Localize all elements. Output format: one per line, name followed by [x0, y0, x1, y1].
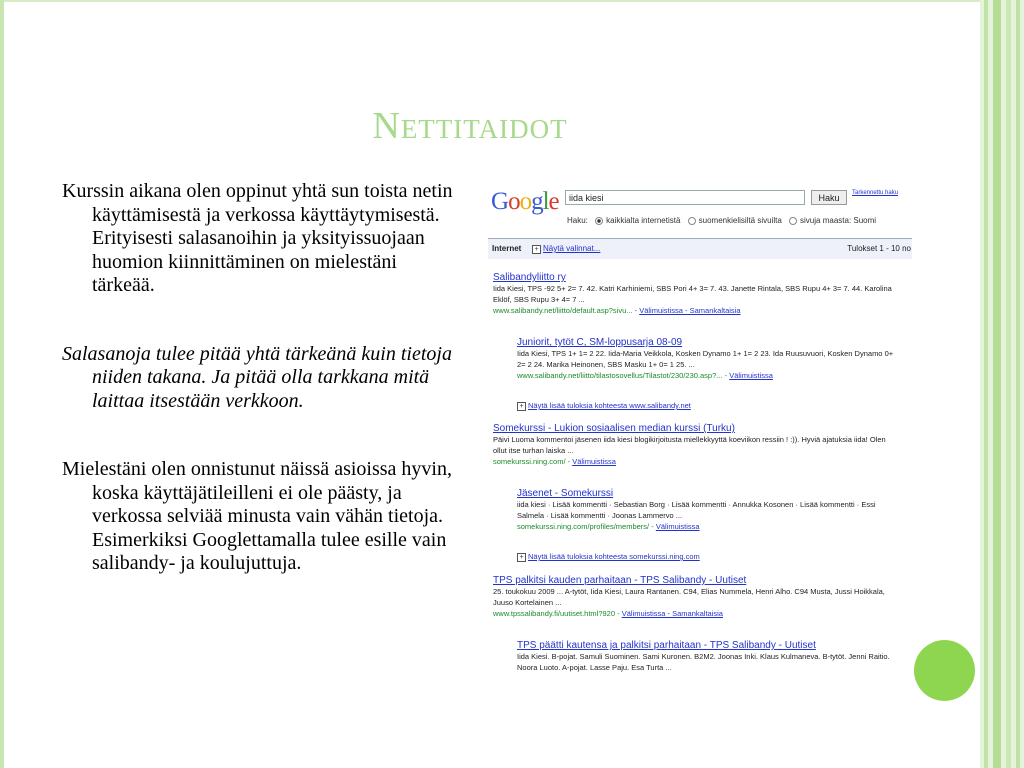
slide-top-border [0, 0, 1024, 2]
result-title[interactable]: Jäsenet - Somekurssi [517, 488, 614, 499]
radio-finnish-label: suomenkielisiltä sivuilta [698, 216, 782, 225]
plus-icon: + [532, 245, 541, 254]
google-logo: Google [491, 188, 559, 215]
result-title[interactable]: TPS päätti kautensa ja palkitsi parhaitaan - TPS Salibandy - Uutiset [517, 640, 816, 651]
result-title[interactable]: Juniorit, tytöt C, SM-loppusarja 08-09 [517, 337, 683, 348]
results-bar-label: Internet [492, 244, 522, 253]
right-stripe-4 [1016, 0, 1020, 768]
search-result [517, 640, 897, 673]
paragraph-3: Mielestäni olen onnistunut näissä asioissa hyvin, koska käyttäjätileilleni ei ole päästy, ja verkossa selviää minusta vain vähän tietoja. Esimerkiksi Googlettamalla tulee esille vain salibandy- ja koulujuttuja. [62, 458, 452, 574]
slide-title: Nettitaidot [372, 105, 568, 147]
plus-icon: + [517, 553, 526, 562]
search-result [493, 423, 893, 467]
body-text [62, 180, 462, 621]
more-results-somekurssi-link[interactable]: + Näytä lisää tuloksia kohteesta somekurssi.ning.com [517, 552, 700, 562]
search-result [493, 272, 893, 316]
result-title[interactable]: Salibandyliitto ry [493, 272, 566, 283]
google-search-screenshot [488, 186, 912, 684]
more-results-salibandy-link[interactable]: + Näytä lisää tuloksia kohteesta www.salibandy.net [517, 401, 691, 411]
radio-country-label: sivuja maasta: Suomi [800, 216, 877, 225]
search-scope-options [567, 216, 876, 225]
search-input[interactable]: iida kiesi [565, 190, 805, 205]
result-snippet: Iida Kiesi, TPS -92 5+ 2= 7. 42. Katri Karhiniemi, SBS Pori 4+ 3= 7. 43. Janette Rintala, SBS Rupu 4+ 3= 7. 44. Karolina Eklöf, SBS Rupu 3+ 4= 7 ... [493, 284, 892, 304]
right-stripe-3 [1006, 0, 1011, 768]
result-url: somekurssi.ning.com/ - Välimuistissa [493, 457, 616, 466]
search-result [493, 575, 893, 619]
right-stripe-1 [984, 0, 988, 768]
radio-country-icon[interactable] [789, 217, 797, 225]
radio-all-icon[interactable] [595, 217, 603, 225]
results-bar [488, 238, 912, 259]
result-snippet: 25. toukokuu 2009 ... A-tytöt, Iida Kiesi, Laura Rantanen. C94, Elias Nummela, Henri Alho. C94 Musta, Jussi Hoikkala, Juuso Kortelainen ... [493, 587, 885, 607]
results-count: Tulokset 1 - 10 no [847, 244, 911, 253]
result-snippet: iida kiesi · Lisää kommentti · Sebastian Borg · Lisää kommentti · Annukka Kosonen · Lisää kommentti · Essi Salmela · Lisää kommentti · Joonas Lammervo ... [517, 500, 876, 520]
advanced-search-link[interactable]: Tarkennettu haku [852, 190, 899, 196]
paragraph-1: Kurssin aikana olen oppinut yhtä sun toista netin käyttämisestä ja verkossa käyttäytymisestä. Erityisesti salasanoihin ja yksityissuojaan huomion kiinnittäminen on mielestäni tärkeää. [62, 180, 453, 296]
result-title[interactable]: Somekurssi - Lukion sosiaalisen median kurssi (Turku) [493, 423, 735, 434]
search-result [517, 488, 897, 532]
result-title[interactable]: TPS palkitsi kauden parhaitaan - TPS Salibandy - Uutiset [493, 575, 747, 586]
decorative-green-circle [914, 640, 975, 701]
show-options-link[interactable]: + Näytä valinnat... [532, 239, 600, 259]
result-snippet: Päivi Luoma kommentoi jäsenen iida kiesi blogikirjoitusta miellekkyyttä koeviikon ressiin ! :)). Hyviä ajatuksia iida! Olen ollut itse turhan laiska ... [493, 435, 886, 455]
right-stripe-2 [993, 0, 1001, 768]
radio-finnish-icon[interactable] [688, 217, 696, 225]
result-url: somekurssi.ning.com/profiles/members/ - Välimuistissa [517, 522, 700, 531]
result-url: www.salibandy.net/liitto/tilastosovellus/Tilastot/230/230.asp?... - Välimuistissa [517, 371, 773, 380]
search-result [517, 337, 897, 381]
paragraph-2: Salasanoja tulee pitää yhtä tärkeänä kuin tietoja niiden takana. Ja pitää olla tarkkana mitä laittaa itsestään verkkoon. [62, 342, 452, 412]
search-button[interactable]: Haku [811, 190, 847, 205]
result-url: www.salibandy.net/liitto/default.asp?sivu... - Välimuistissa - Samankaltaisia [493, 306, 741, 315]
radio-all-label: kaikkialta internetistä [606, 216, 681, 225]
plus-icon: + [517, 402, 526, 411]
result-url: www.tpssalibandy.fi/uutiset.html?920 - Välimuistissa - Samankaltaisia [493, 609, 723, 618]
search-scope-label: Haku: [567, 216, 588, 225]
result-snippet: Iida Kiesi, TPS 1+ 1= 2 22. Iida-Maria Veikkola, Kosken Dynamo 1+ 1= 2 23. Ida Ruusuvuori, Kosken Dynamo 0+ 2= 2 24. Marika Heinonen, SBS Masku 1+ 0= 1 25. ... [517, 349, 894, 369]
result-snippet: Iida Kiesi. B-pojat. Samuli Suominen. Sami Kuronen. B2M2. Joonas Inki. Klaus Kulmaneva. B-tytöt. Jenni Raitio. Noora Luoto. A-pojat. Lasse Paju. Esa Turta ... [517, 652, 890, 672]
